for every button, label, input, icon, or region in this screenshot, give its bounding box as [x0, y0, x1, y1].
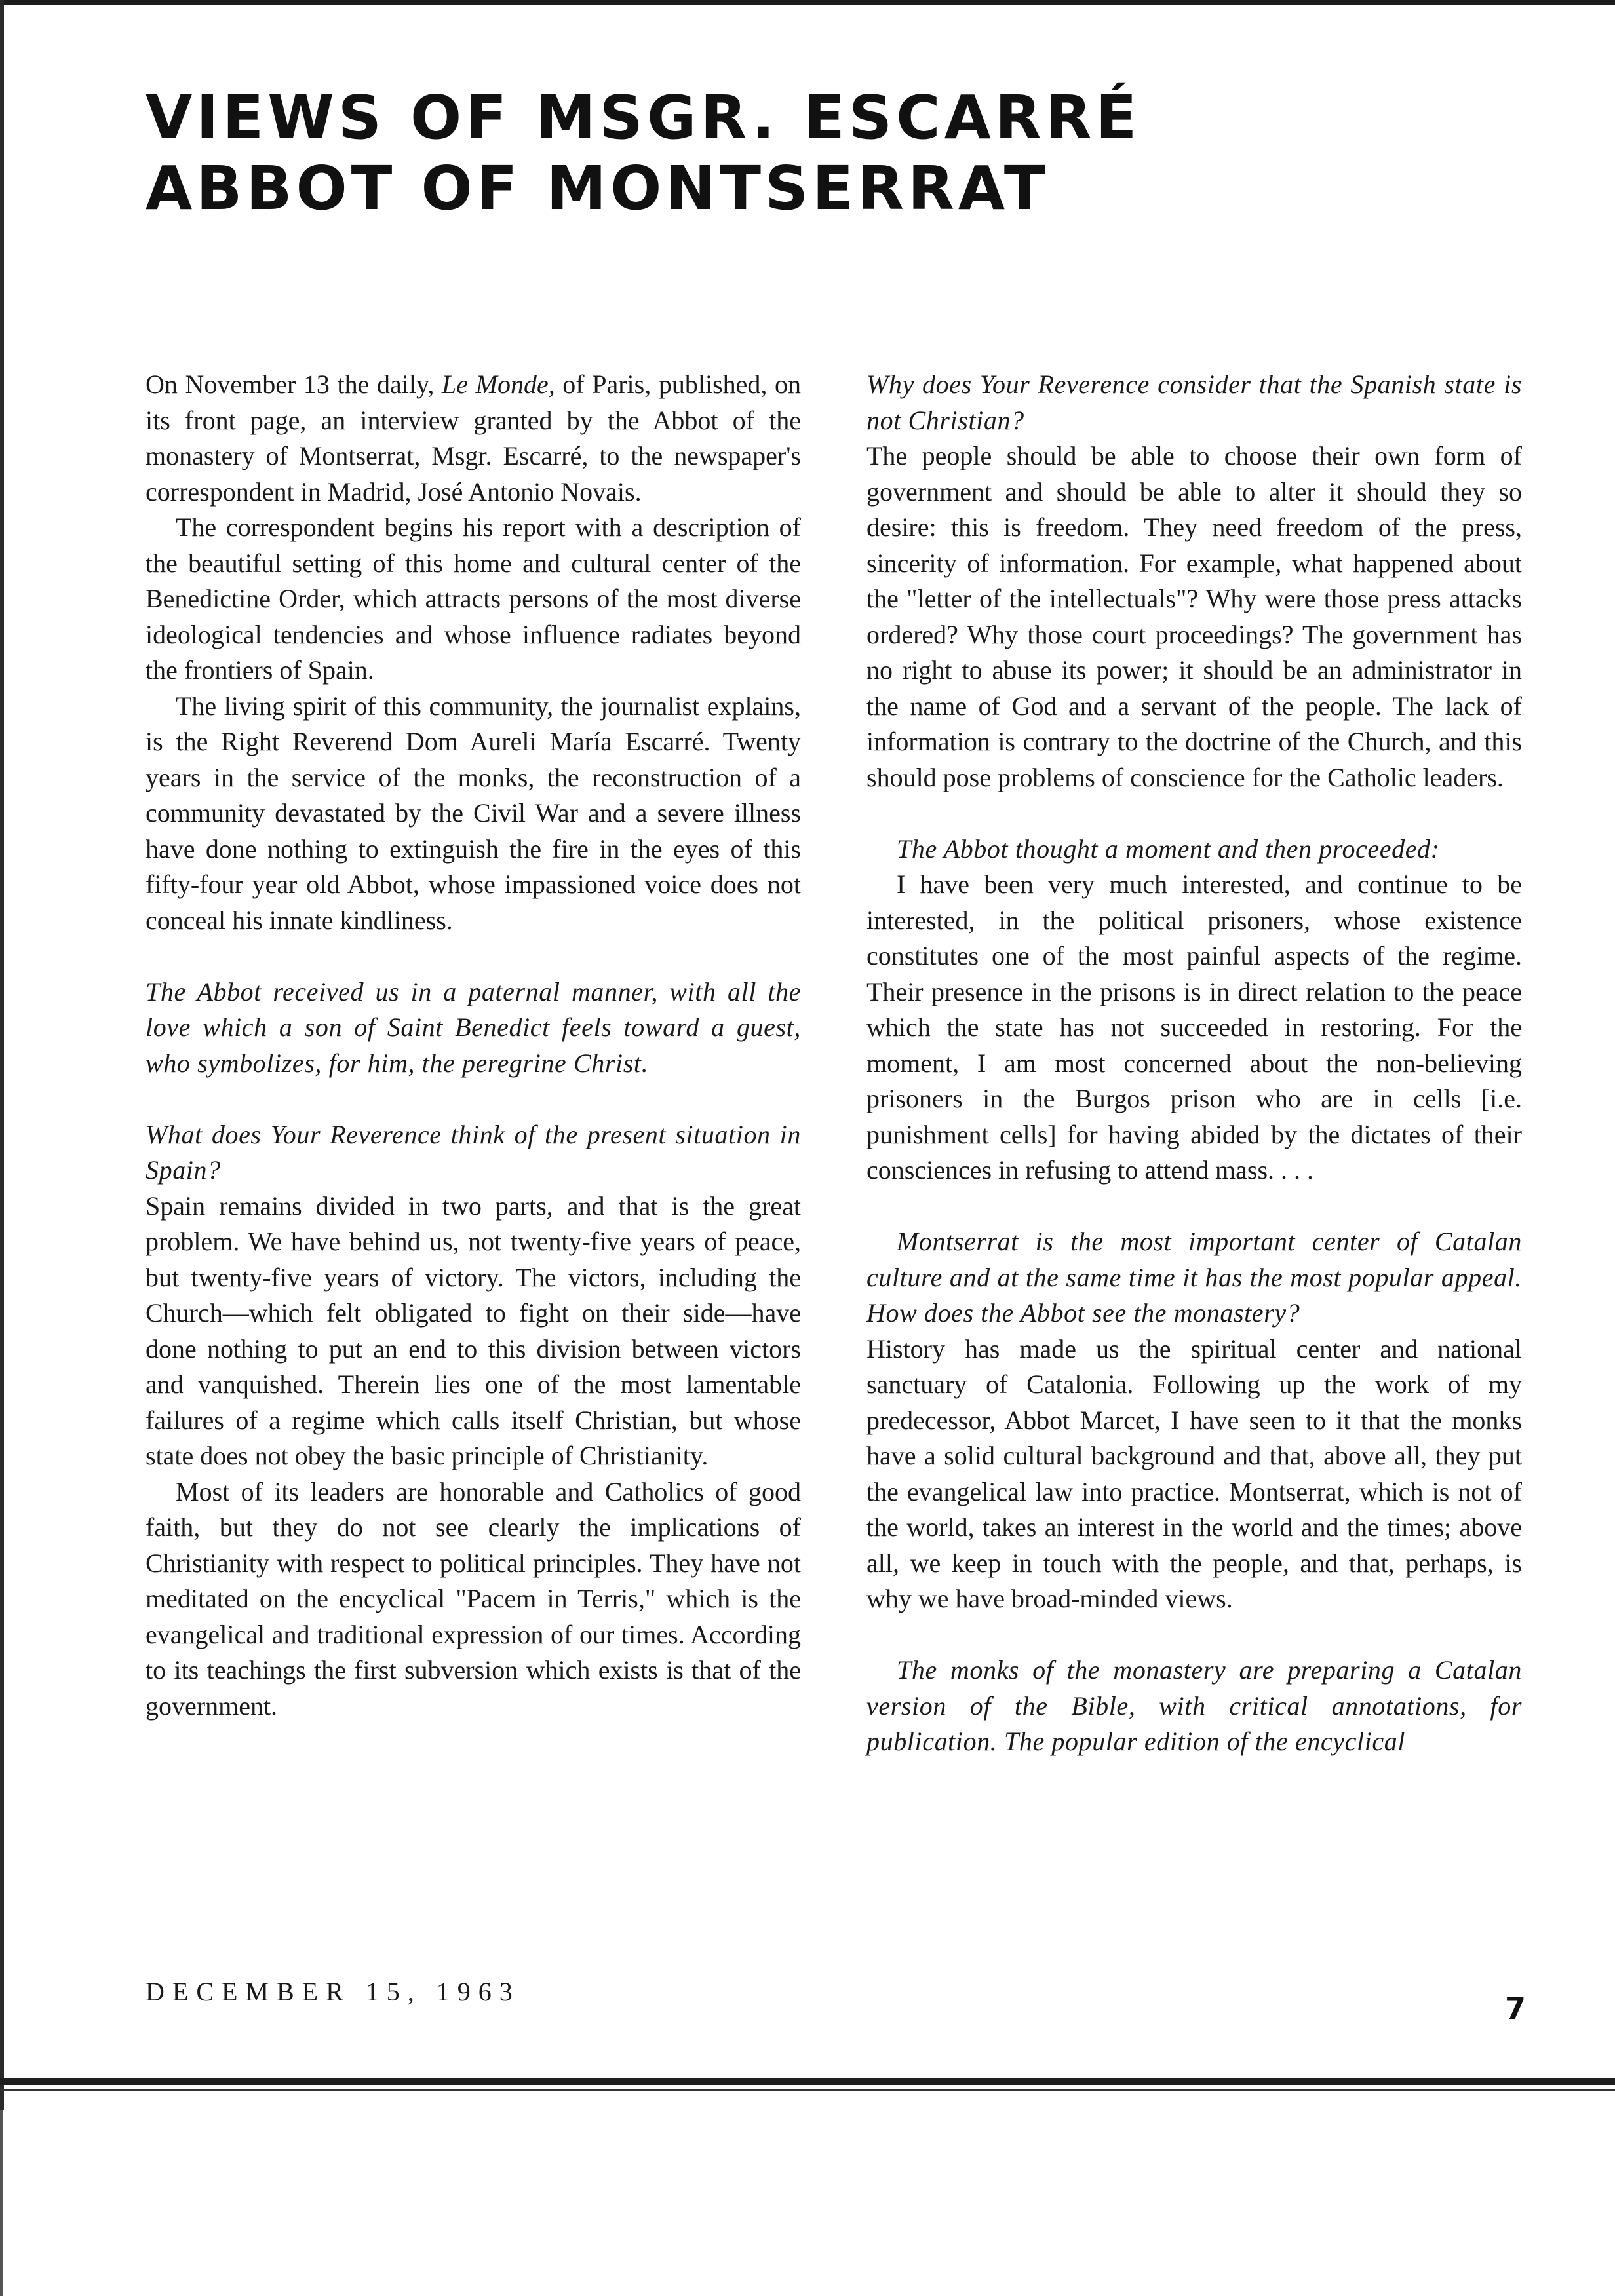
paragraph-catalan-bible: The monks of the monastery are preparing a Catalan version of the Bible, with critical annotations, for publication. The popular edition of the encyclical: [866, 1655, 1522, 1756]
issue-date: DECEMBER 15, 1963: [146, 1977, 520, 2006]
spacer: [866, 1189, 1522, 1225]
intro-text-end: of Paris, published, on its front page, an interview granted by the Abbot of the monastery of Montserrat, Msgr. Escarré, to the newspaper's correspondent in Madrid, José Antonio Novais.: [146, 370, 802, 507]
spacer: [866, 795, 1522, 832]
abbot-proceeded: The Abbot thought a moment and then proceeded:: [897, 833, 1440, 864]
question-present-situation: What does Your Reverence think of the present situation in Spain?: [146, 1119, 801, 1185]
answer-spiritual-center: History has made us the spiritual center and national sanctuary of Catalonia. Following up the work of my predecessor, Abbot Marcet, I have seen to it that the monks have a solid cultural background and that, above all, they put the evangelical law into practice. Montserrat, which is not of the world, takes an interest in the world and the times; above all, we keep in touch with the people, and that, perhaps, is why we have broad-minded views.: [866, 1333, 1522, 1613]
answer-freedom: The people should be able to choose their own form of government and should be able to alter it should they so desire: this is freedom. They need freedom of the press, sincerity of information. For example, what happened about the "letter of the intellectuals"? Why were those press attacks ordered? Why those court proceedings? The government has no right to abuse its power; it should be an administrator in the name of God and a servant of the people. The lack of information is contrary to the doctrine of the Church, and this should pose problems of conscience for the Catholic leaders.: [866, 441, 1522, 792]
title-line-2: ABBOT OF MONTSERRAT: [146, 153, 1049, 223]
title-line-1: VIEWS OF MSGR. ESCARRÉ: [146, 83, 1141, 153]
right-column: [866, 367, 1522, 1760]
spacer: [866, 1617, 1522, 1653]
page-number: 7: [1505, 1991, 1527, 2026]
question-catalan-culture: Montserrat is the most important center of Catalan culture and at the same time it has the most popular appeal. How does the Abbot see the monastery?: [866, 1227, 1522, 1328]
spacer: [146, 1081, 801, 1117]
paragraph-living-spirit: The living spirit of this community, the journalist explains, is the Right Reverend Dom Aureli María Escarré. Twenty years in the service of the monks, the reconstruction of a community devastated by the Civil War and a severe illness have done nothing to extinguish the fire in the eyes of this fifty-four year old Abbot, whose impassioned voice does not conceal his innate kindliness.: [146, 691, 801, 935]
page-border-top: [0, 0, 1615, 5]
page-border-left-lower: [0, 2110, 3, 2296]
answer-divided-spain: Spain remains divided in two parts, and that is the great problem. We have behind us, not twenty-five years of peace, but twenty-five years of victory. The victors, including the Church—which felt obligated to fight on their side—have done nothing to put an end to this division between victors and vanquished. Therein lies one of the most lamentable failures of a regime which calls itself Christian, but whose state does not obey the basic principle of Christianity.: [146, 1191, 801, 1470]
answer-political-prisoners: I have been very much interested, and continue to be interested, in the political prisoners, whose existence constitutes one of the most painful aspects of the regime. Their presence in the prisons is in direct relation to the peace which the state has not succeeded in restoring. For the moment, I am most concerned about the non-believing prisoners in the Burgos prison who are in cells [i.e. punishment cells] for having abided by the dictates of their consciences in refusing to attend mass. . . .: [866, 870, 1522, 1185]
question-not-christian: Why does Your Reverence consider that the Spanish state is not Christian?: [866, 370, 1522, 435]
intro-paragraph: [146, 367, 801, 510]
article-title: [146, 83, 1140, 224]
bottom-rule-thin: [0, 2089, 1615, 2091]
page-border-left: [0, 0, 4, 2110]
paragraph-paternal-manner: The Abbot received us in a paternal manner, with all the love which a son of Saint Benedict feels toward a guest, who symbolizes, for him, the peregrine Christ.: [146, 976, 801, 1078]
paragraph-setting: The correspondent begins his report with a description of the beautiful setting of this home and cultural center of the Benedictine Order, which attracts persons of the most diverse ideological tendencies and whose influence radiates beyond the frontiers of Spain.: [146, 512, 801, 685]
answer-leaders: Most of its leaders are honorable and Catholics of good faith, but they do not see clearly the implications of Christianity with respect to political principles. They have not meditated on the encyclical "Pacem in Terris," which is the evangelical and traditional expression of our times. According to its teachings the first subversion which exists is that of the government.: [146, 1476, 801, 1721]
newspaper-name: Le Monde,: [442, 370, 555, 399]
spacer: [146, 938, 801, 974]
left-column: [146, 367, 801, 1724]
intro-text-start: On November 13 the daily,: [146, 370, 442, 399]
bottom-rule: [0, 2078, 1615, 2085]
